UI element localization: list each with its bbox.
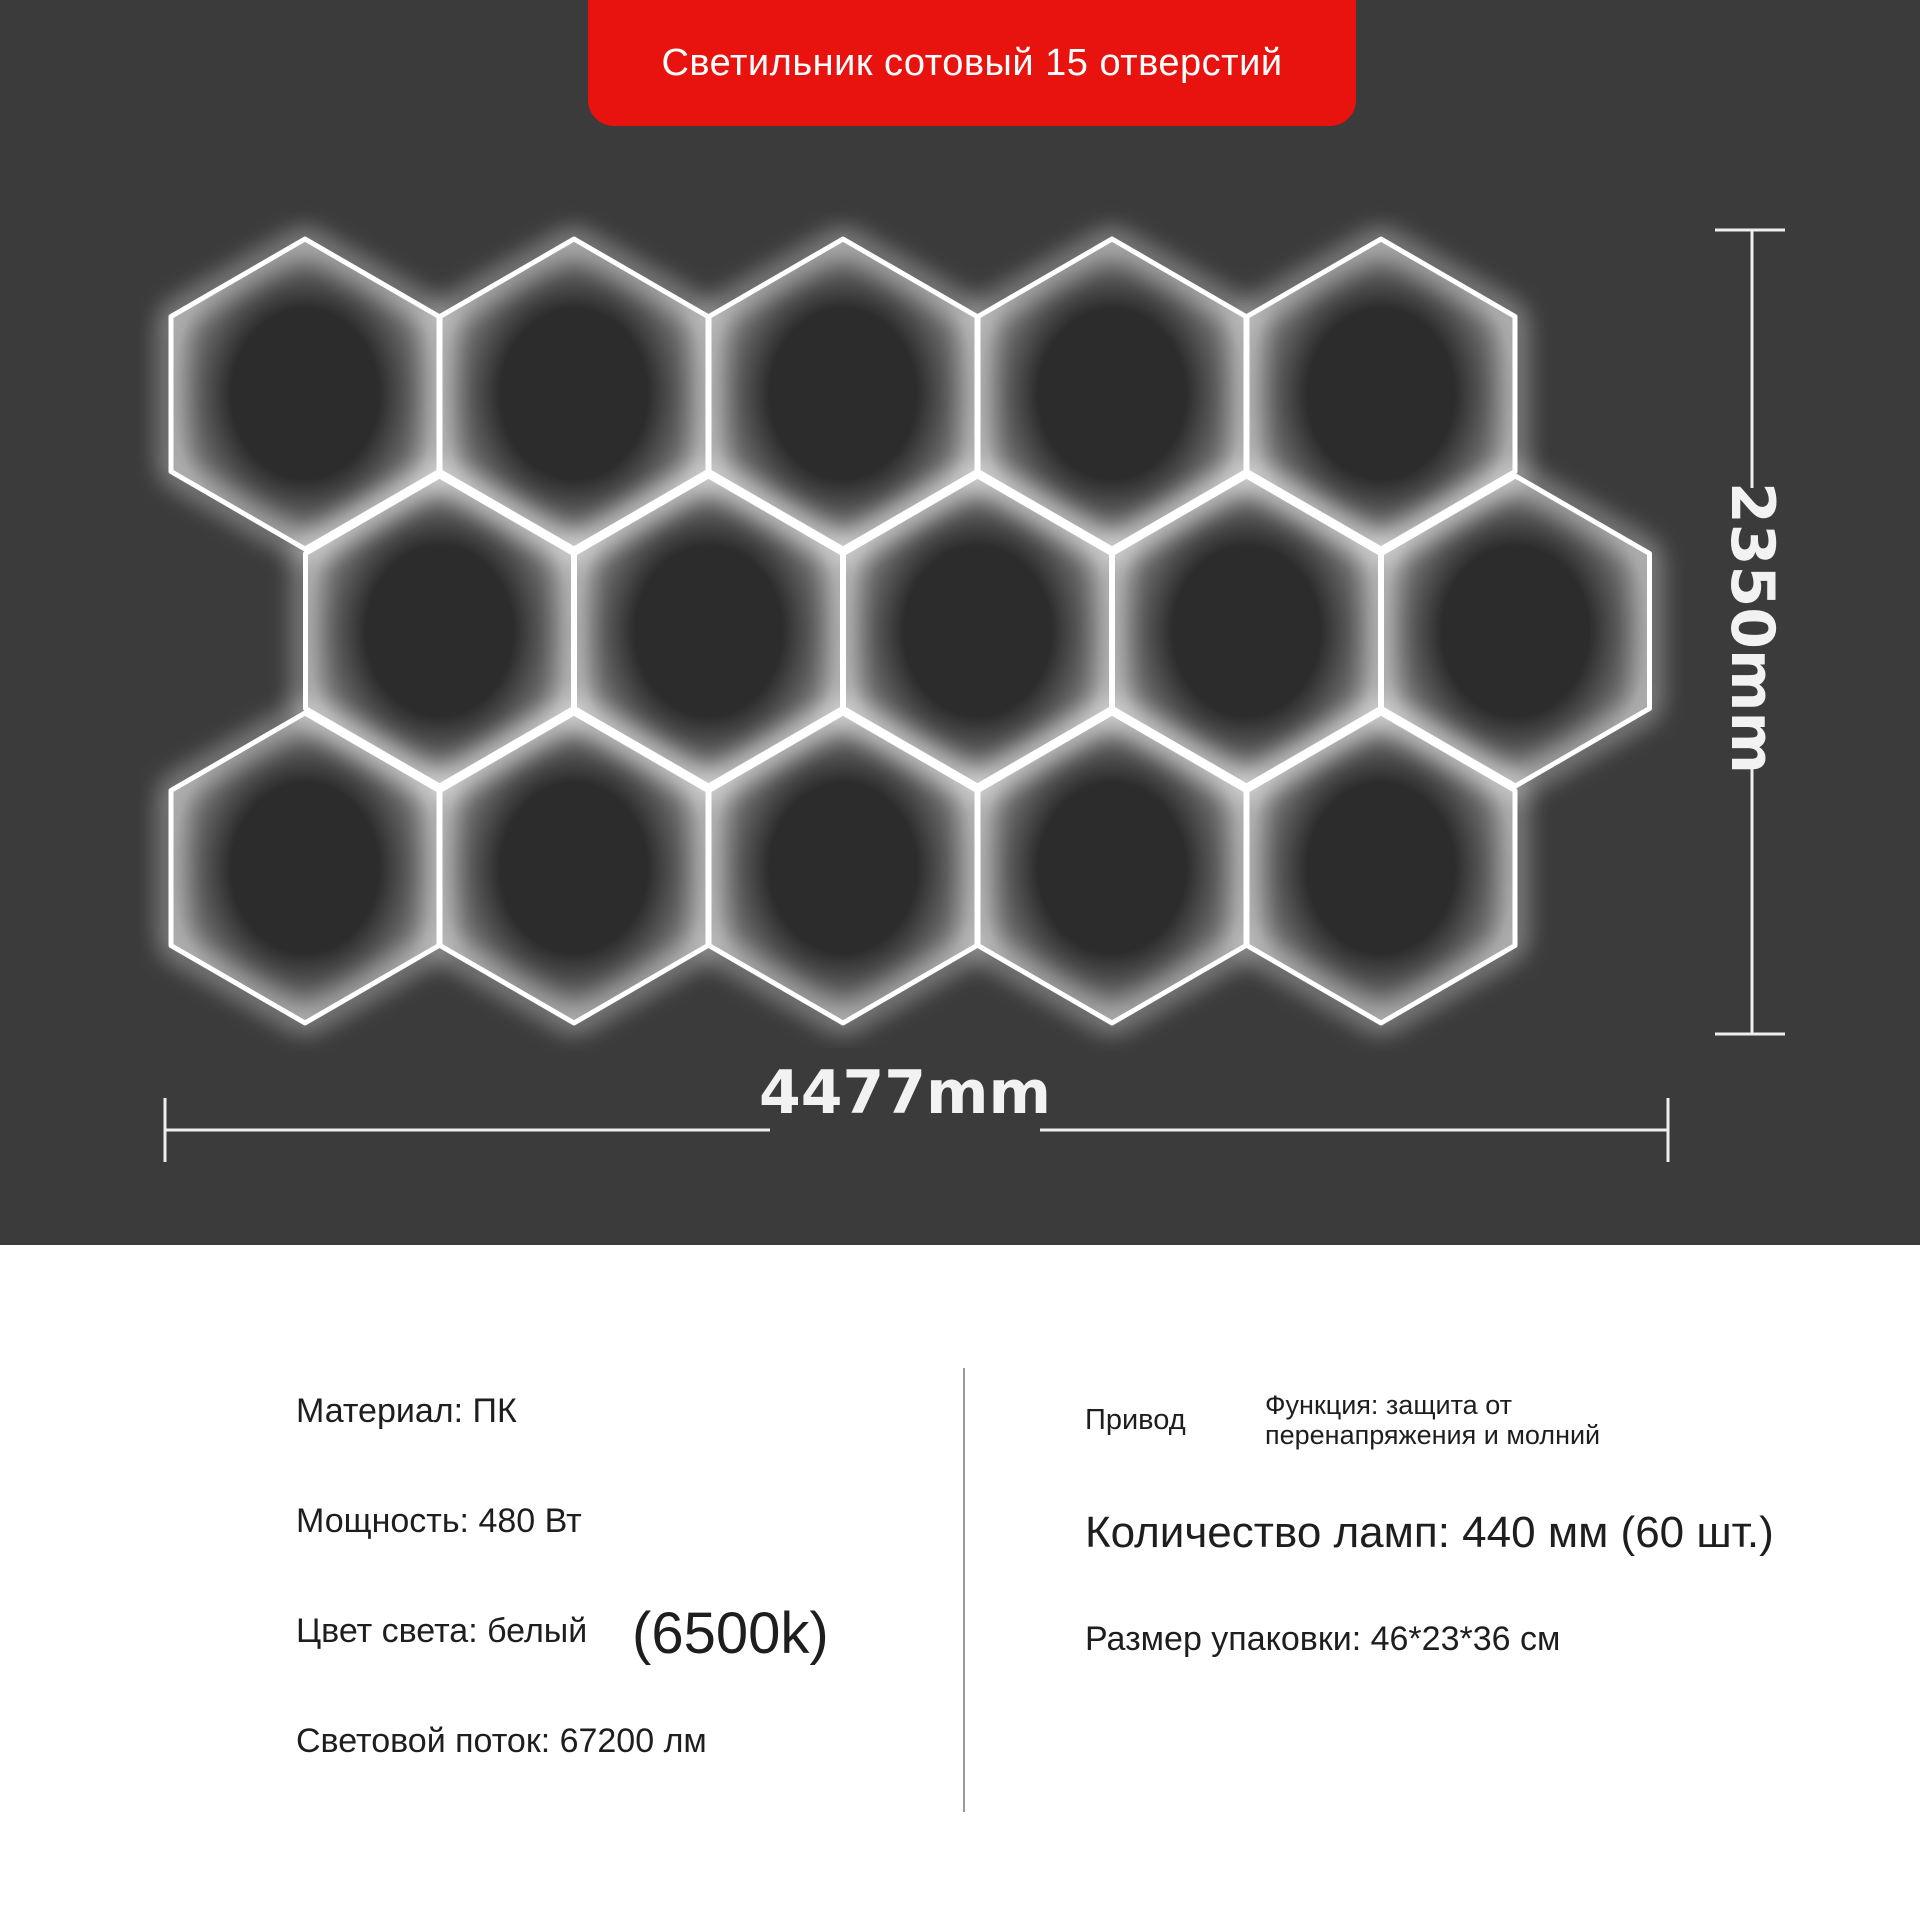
spec-package-size: Размер упаковки: 46*23*36 см — [1085, 1620, 1561, 1658]
spec-material: Материал: ПК — [296, 1392, 517, 1430]
specifications-panel — [0, 1245, 1920, 1920]
spec-lamp-count: Количество ламп: 440 мм (60 шт.) — [1085, 1508, 1774, 1557]
spec-power: Мощность: 480 Вт — [296, 1502, 582, 1540]
page-title: Светильник сотовый 15 отверстий — [588, 0, 1356, 126]
height-dimension-label: 2350mm — [1707, 488, 1797, 768]
spec-light-color: Цвет света: белый — [296, 1612, 588, 1650]
specs-divider — [963, 1368, 965, 1812]
spec-color-temperature: (6500k) — [632, 1601, 829, 1666]
spec-function: Функция: защита от перенапряжения и молний — [1265, 1390, 1601, 1450]
width-dimension-label: 4477mm — [770, 1048, 1040, 1138]
spec-drive: Привод — [1085, 1404, 1186, 1436]
spec-luminous-flux: Световой поток: 67200 лм — [296, 1722, 707, 1760]
